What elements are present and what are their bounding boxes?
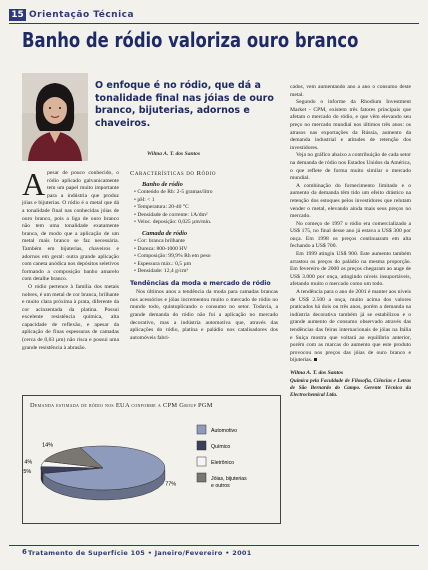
paragraph: Segundo o informe da Rhodium Investment Market - CPM, existem três fatores principais que afetam o mercado do ródio, e que vêm elevando seu preço no mercado mundial nos últimos três anos: os atrasos nas exportações da Rússia, aumento da demanda industrial e atitudes de retenção dos investidores. <box>290 99 411 151</box>
chart-title: Demanda estimada de ródio nos EUA conforme a CPM Group PGM <box>30 402 213 409</box>
spec-item: • Densidade de corrente: 1A/dm² <box>134 212 278 220</box>
spec-item: • Composição: 99,9% Rh em peso <box>134 253 278 261</box>
pie-value-label: 14% <box>42 442 54 449</box>
article-title: Banho de ródio valoriza ouro branco <box>22 28 359 52</box>
specs-group-title: Camada de ródio <box>142 229 188 237</box>
paragraph: pesar de pouco conhecido, o ródio aplicado galvanicamente tem um papel muito importante para a indústria que produz jóias e bijuterias. O ródio é o metal que dá a tonalidade final nas conhecidas jóias de ouro branco, pois a liga de ouro branco não tem uma tonalidade exatamente branca, de modo que a aplicação de um metal mais branco se faz necessária. Também em bijuterias, chaveiros e adornos em geral: outra grande aplicação com caneta anódica nos depósitos seletivos formando a composição banho amarelo com detalhe branco. <box>22 170 119 283</box>
legend-label: e outros <box>211 483 230 489</box>
spec-item: • Veloc. deposição: 0,025 µm/min. <box>134 219 278 227</box>
author-signature: Wilma A. T. dos Santos <box>290 369 344 376</box>
pie-value-label: 77% <box>165 481 177 488</box>
specs-list <box>130 189 278 227</box>
body-column-2 <box>130 170 278 342</box>
spec-item: • Densidade: 12,4 g/cm³ <box>134 268 278 276</box>
paragraph: A combinação do fornecimento limitado e o aumento da demanda têm tido um efeito drástico na retenção dos estoques pelos investidores que relutam vender o metal, elevando ainda mais seus preços no mercado. <box>290 182 411 220</box>
spec-item: • Conteúdo de Rh: 2-5 gramas/litro <box>134 189 278 197</box>
legend-swatch <box>197 473 206 482</box>
pie-value-label: 5% <box>23 469 32 476</box>
article-lead: O enfoque é no ródio, que dá a tonalidade final nas jóias de ouro branco, bijuterias, adornos e chaveiros. <box>95 80 274 129</box>
spec-item: • Temperatura: 20-40 °C <box>134 204 278 212</box>
footer-rule <box>9 545 419 546</box>
legend-swatch <box>197 425 206 434</box>
legend-label: Químico <box>211 444 231 450</box>
paragraph: cados, vem aumentando ano a ano o consumo deste metal. <box>290 84 411 98</box>
footer-text: Tratamento de Superfície 105 • Janeiro/Fevereiro • 2001 <box>28 549 252 557</box>
body-column-3 <box>290 84 411 399</box>
pie-value-label: 4% <box>24 459 33 466</box>
header-rule <box>9 23 419 24</box>
drop-cap: A <box>22 166 46 202</box>
pie-chart <box>23 413 278 521</box>
specs-group-title: Banho de ródio <box>142 180 183 188</box>
legend-label: Automotivo <box>211 428 237 434</box>
section-subheading: Tendências da moda e mercado de ródio <box>130 279 271 287</box>
paragraph-text: A tendência para o ano de 2001 é manter aos níveis de US$ 2.500 a onça, muito acima dos valores praticados há dois ou três anos, porém a demanda na indústria decorativa também já se estabilizou e o grande aumento de consumo observado através das tendências das feiras internacionais de jóias na Itália e Suíça mostra que voltará ao equilíbrio anterior, porém com as marcas do aumento que este produto provocou nos preços das jóias de ouro branco e bijuterias. <box>290 289 411 364</box>
paragraph: Veja no gráfico abaixo a contribuição de cada setor na demanda de ródio nos Estados Unidos da América, o que reflete de forma muito similar o mercado mundial. <box>290 152 411 182</box>
paragraph: Em 1999 atingiu US$ 900. Este aumento também arrastou os preços do paládio na mesma proporção. Em fevereiro de 2000 os preços chegaram ao auge de US$ 3.000 por onça, atingindo níveis insuportáveis, afetando muito o mercado como um todo. <box>290 251 411 288</box>
page-number: 6 <box>22 548 27 556</box>
spec-item: • pH: < 1 <box>134 197 278 205</box>
legend-label: Jóias, bijuterias <box>211 476 247 482</box>
legend-label: Eletrônico <box>211 460 235 466</box>
specs-title: Características do Ródio <box>130 170 217 177</box>
paragraph <box>290 289 411 365</box>
specs-list <box>130 238 278 276</box>
paragraph: No começo de 1997 o ródio era comercializado a US$ 175, no final desse ano já estava a US$ 300 por onça. Em 1998 os preços continuaram em alta fechando a US$ 700. <box>290 220 411 250</box>
author-byline: Wilma A. T. dos Santos <box>147 151 201 157</box>
author-photo <box>22 73 88 161</box>
author-description: Química pela Faculdade de Filosofia, Ciências e Letras de São Bernardo do Campo. Gerente Técnica da Electrochemical Ltda. <box>290 377 411 398</box>
paragraph: O ródio pertence à família dos metais nobres, é um metal de cor branca, brilhante e muito clara próxima à prata, diferente da cor acinzentada da platina. Possui excelente resistência química, alta capacidade de reflexão, e apesar da aplicação de finas espessuras de camadas (cerca de 0,03 µm) não risca e possui uma grande resistência à abrasão. <box>22 283 119 351</box>
section-number: 15 <box>9 9 26 21</box>
paragraph: Nos últimos anos a tendência da moda para camadas brancas nos acessórios e jóias incrementou muito o mercado de ródio no mundo todo, quintuplicando o consumo no setor. Todavia, a grande demanda do ródio não foi a aplicação no mercado decorativo, mas a indústria automotiva que, através das aplicações do ródio, platina e paládio nos catalisadores dos automóveis fabri- <box>130 289 278 341</box>
body-column-1 <box>22 166 119 352</box>
spec-item: • Cor: branca brilhante <box>134 238 278 246</box>
legend-swatch <box>197 457 206 466</box>
end-mark <box>314 358 317 361</box>
spec-item: • Espessura máx.: 0,5 µm <box>134 261 278 269</box>
section-label: Orientação Técnica <box>29 10 135 20</box>
legend-swatch <box>197 441 206 450</box>
spec-item: • Dureza: 800-1000 HV <box>134 246 278 254</box>
